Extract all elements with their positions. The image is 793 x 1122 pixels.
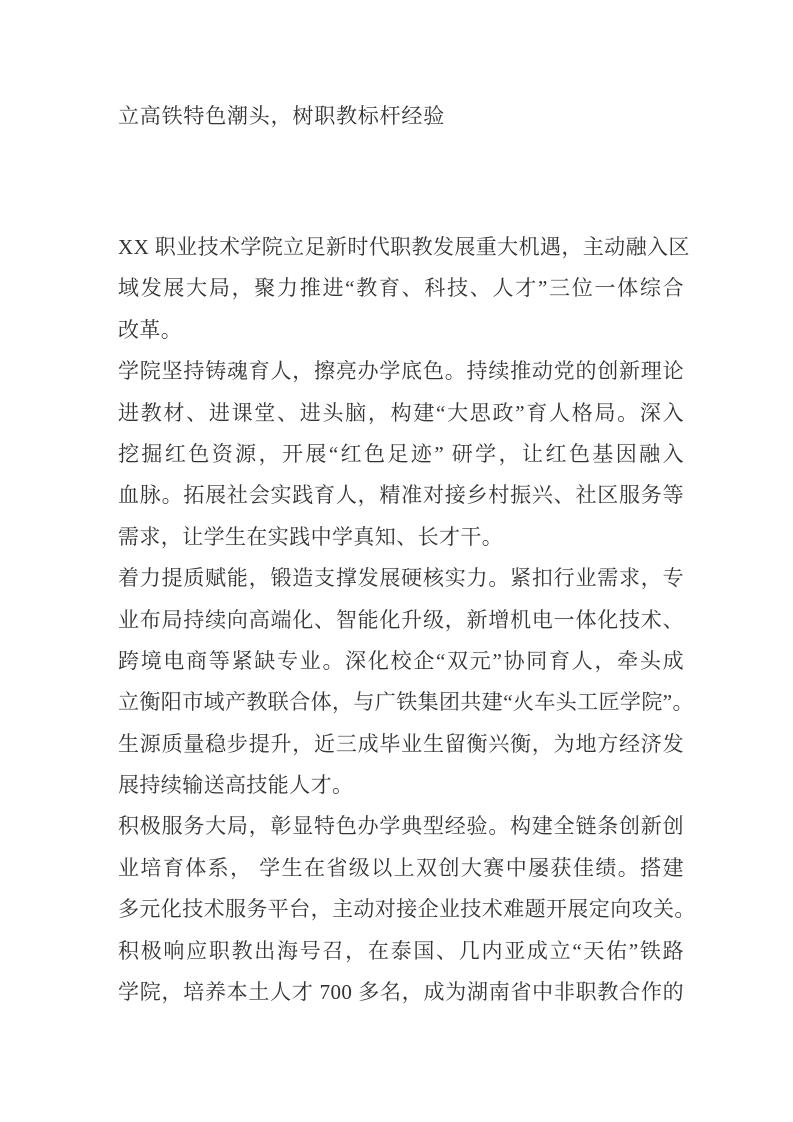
document-title: 立高铁特色潮头，树职教标杆经验 <box>118 104 445 128</box>
paragraph <box>118 351 684 558</box>
text-line: 业培育体系， 学生在省级以上双创大赛中屡获佳绩。搭建 <box>118 855 684 880</box>
text-line: 立衡阳市域产教联合体，与广铁集团共建“火车头工匠学院”。 <box>118 690 694 715</box>
paragraph <box>118 558 694 806</box>
text-line: 域发展大局，聚力推进“教育、科技、人才”三位一体综合 <box>118 276 684 301</box>
text-line: 生源质量稳步提升，近三成毕业生留衡兴衡，为地方经济发 <box>118 731 684 756</box>
text-line: 需求，让学生在实践中学真知、长才干。 <box>118 524 504 549</box>
text-line: 业布局持续向高端化、智能化升级，新增机电一体化技术、 <box>118 607 684 632</box>
text-line: 积极响应职教出海号召，在泰国、几内亚成立“天佑”铁路 <box>118 938 684 963</box>
document-body <box>118 227 696 1013</box>
text-line: 积极服务大局，彰显特色办学典型经验。构建全链条创新创 <box>118 814 684 839</box>
text-line: 血脉。拓展社会实践育人，精准对接乡村振兴、社区服务等 <box>118 483 684 508</box>
text-line: XX 职业技术学院立足新时代职教发展重大机遇，主动融入区 <box>118 235 690 259</box>
text-line: 进教材、进课堂、进头脑，构建“大思政”育人格局。深入 <box>118 400 684 425</box>
text-line: 改革。 <box>118 317 183 342</box>
text-line: 着力提质赋能，锻造支撑发展硬核实力。紧扣行业需求，专 <box>118 566 684 591</box>
text-line: 展持续输送高技能人才。 <box>118 773 354 798</box>
text-line: 多元化技术服务平台，主动对接企业技术难题开展定向攻关。 <box>118 897 696 922</box>
text-line: 挖掘红色资源，开展“红色足迹” 研学，让红色基因融入 <box>118 441 684 466</box>
paragraph <box>118 806 696 1013</box>
text-line: 学院，培养本土人才 700 多名，成为湖南省中非职教合作的 <box>118 980 684 1005</box>
text-line: 跨境电商等紧缺专业。深化校企“双元”协同育人，牵头成 <box>118 648 684 673</box>
text-line: 学院坚持铸魂育人，擦亮办学底色。持续推动党的创新理论 <box>118 359 684 384</box>
paragraph <box>118 227 690 351</box>
